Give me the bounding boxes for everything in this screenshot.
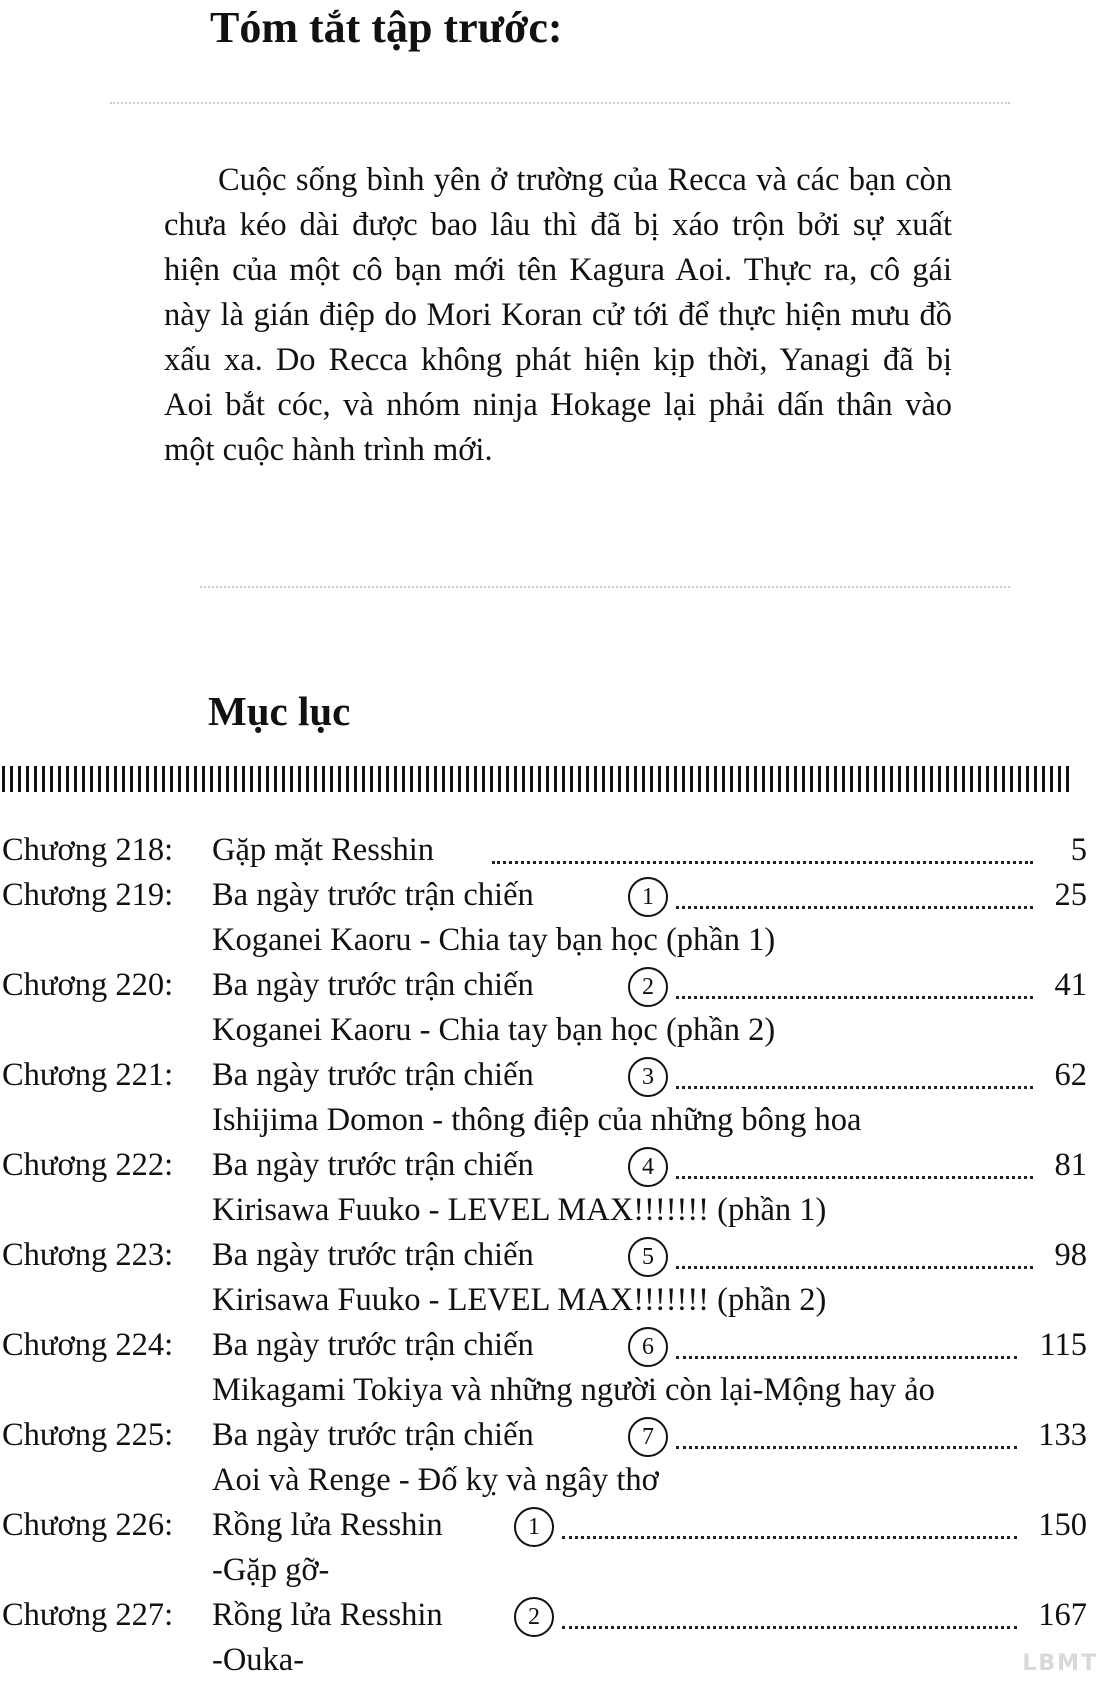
dot-leader [676, 1086, 1033, 1089]
toc-entry-subtitle-row [0, 1278, 1095, 1323]
circled-number-icon: 1 [628, 877, 668, 917]
toc-entry[interactable] [0, 1053, 1104, 1143]
toc-entry-main-row [0, 1233, 1095, 1278]
toc-entry[interactable] [0, 1503, 1104, 1593]
toc-entry[interactable] [0, 1593, 1104, 1683]
dot-leader [676, 1446, 1017, 1449]
page-number: 5 [1070, 832, 1087, 868]
circled-number-icon: 2 [628, 967, 668, 1007]
toc-list [0, 828, 1104, 1683]
circled-number-icon: 5 [628, 1237, 668, 1277]
watermark-logo: LBMT [1022, 1651, 1098, 1676]
chapter-label: Chương 221: [2, 1057, 174, 1093]
page-number: 81 [1054, 1147, 1087, 1183]
circled-number-icon: 6 [628, 1327, 668, 1367]
chapter-title: Ba ngày trước trận chiến [212, 1237, 534, 1273]
chapter-label: Chương 220: [2, 967, 174, 1003]
chapter-label: Chương 219: [2, 877, 174, 913]
dot-leader [562, 1536, 1017, 1539]
chapter-title: Rồng lửa Resshin [212, 1507, 443, 1543]
toc-entry-main-row [0, 1143, 1095, 1188]
page-number: 41 [1054, 967, 1087, 1003]
chapter-title: Ba ngày trước trận chiến [212, 1327, 534, 1363]
toc-entry-subtitle-row [0, 1188, 1095, 1233]
chapter-subtitle: Kirisawa Fuuko - LEVEL MAX!!!!!!! (phần 1) [212, 1192, 827, 1228]
chapter-subtitle: -Gặp gỡ- [212, 1552, 330, 1588]
circled-number-icon: 1 [514, 1507, 554, 1547]
summary-title: Tóm tắt tập trước: [210, 3, 563, 52]
dot-leader [676, 1176, 1033, 1179]
toc-entry[interactable] [0, 1233, 1104, 1323]
summary-paragraph: Cuộc sống bình yên ở trường của Recca và các bạn còn chưa kéo dài được bao lâu thì đã bị xáo trộn bởi sự xuất hiện của một cô bạn mới tên Kagura Aoi. Thực ra, cô gái này là gián điệp do Mori Koran cử tới để thực hiện mưu đồ xấu xa. Do Recca không phát hiện kịp thời, Yanagi đã bị Aoi bắt cóc, và nhóm ninja Hokage lại phải dấn thân vào một cuộc hành trình mới. [164, 162, 952, 468]
chapter-title: Ba ngày trước trận chiến [212, 1057, 534, 1093]
chapter-title: Gặp mặt Resshin [212, 832, 435, 868]
toc-entry-subtitle-row [0, 1458, 1095, 1503]
chapter-subtitle: Ishijima Domon - thông điệp của những bông hoa [212, 1102, 862, 1138]
toc-title: Mục lục [208, 688, 351, 734]
page-number: 150 [1038, 1507, 1087, 1543]
toc-entry[interactable] [0, 963, 1104, 1053]
chapter-label: Chương 227: [2, 1597, 174, 1633]
dot-leader [676, 1266, 1033, 1269]
page-number: 25 [1054, 877, 1087, 913]
toc-entry-subtitle-row [0, 1008, 1095, 1053]
page-number: 62 [1054, 1057, 1087, 1093]
chapter-subtitle: Kirisawa Fuuko - LEVEL MAX!!!!!!! (phần 2) [212, 1282, 827, 1318]
chapter-title: Ba ngày trước trận chiến [212, 877, 534, 913]
toc-entry-subtitle-row [0, 1548, 1095, 1593]
dot-leader [492, 861, 1033, 864]
toc-entry[interactable] [0, 1323, 1104, 1413]
circled-number-icon: 2 [514, 1597, 554, 1637]
dot-leader [562, 1626, 1017, 1629]
toc-entry-main-row [0, 1593, 1095, 1638]
page-number: 115 [1039, 1327, 1087, 1363]
chapter-label: Chương 224: [2, 1327, 174, 1363]
toc-entry-main-row [0, 873, 1095, 918]
chapter-label: Chương 225: [2, 1417, 174, 1453]
toc-entry-main-row [0, 1413, 1095, 1458]
chapter-title: Ba ngày trước trận chiến [212, 967, 534, 1003]
dot-leader [676, 906, 1033, 909]
chapter-title: Ba ngày trước trận chiến [212, 1147, 534, 1183]
circled-number-icon: 4 [628, 1147, 668, 1187]
chapter-label: Chương 222: [2, 1147, 174, 1183]
toc-entry[interactable] [0, 1143, 1104, 1233]
circled-number-icon: 7 [628, 1417, 668, 1457]
decorative-ruler [2, 766, 1070, 792]
toc-entry-main-row [0, 1053, 1095, 1098]
dot-leader [676, 996, 1033, 999]
chapter-title: Rồng lửa Resshin [212, 1597, 443, 1633]
toc-entry-main-row [0, 1323, 1095, 1368]
toc-entry-main-row [0, 828, 1095, 873]
toc-entry[interactable] [0, 873, 1104, 963]
chapter-label: Chương 223: [2, 1237, 174, 1273]
toc-entry-subtitle-row [0, 918, 1095, 963]
toc-entry[interactable] [0, 1413, 1104, 1503]
page-number: 167 [1038, 1597, 1087, 1633]
dot-leader [676, 1356, 1017, 1359]
circled-number-icon: 3 [628, 1057, 668, 1097]
chapter-subtitle: Koganei Kaoru - Chia tay bạn học (phần 1) [212, 922, 776, 958]
chapter-label: Chương 218: [2, 832, 174, 868]
toc-entry-main-row [0, 963, 1095, 1008]
toc-entry-main-row [0, 1503, 1095, 1548]
page-number: 98 [1054, 1237, 1087, 1273]
decorative-speckle-bottom [200, 586, 1010, 590]
chapter-subtitle: -Ouka- [212, 1642, 305, 1678]
toc-entry-subtitle-row [0, 1098, 1095, 1143]
chapter-title: Ba ngày trước trận chiến [212, 1417, 534, 1453]
decorative-speckle-top [110, 102, 1010, 106]
chapter-subtitle: Mikagami Tokiya và những người còn lại-Mộng hay ảo [212, 1372, 935, 1408]
toc-entry-subtitle-row [0, 1368, 1095, 1413]
toc-entry-subtitle-row [0, 1638, 1095, 1683]
page-number: 133 [1038, 1417, 1087, 1453]
chapter-subtitle: Koganei Kaoru - Chia tay bạn học (phần 2) [212, 1012, 776, 1048]
chapter-subtitle: Aoi và Renge - Đố kỵ và ngây thơ [212, 1462, 659, 1498]
chapter-label: Chương 226: [2, 1507, 174, 1543]
